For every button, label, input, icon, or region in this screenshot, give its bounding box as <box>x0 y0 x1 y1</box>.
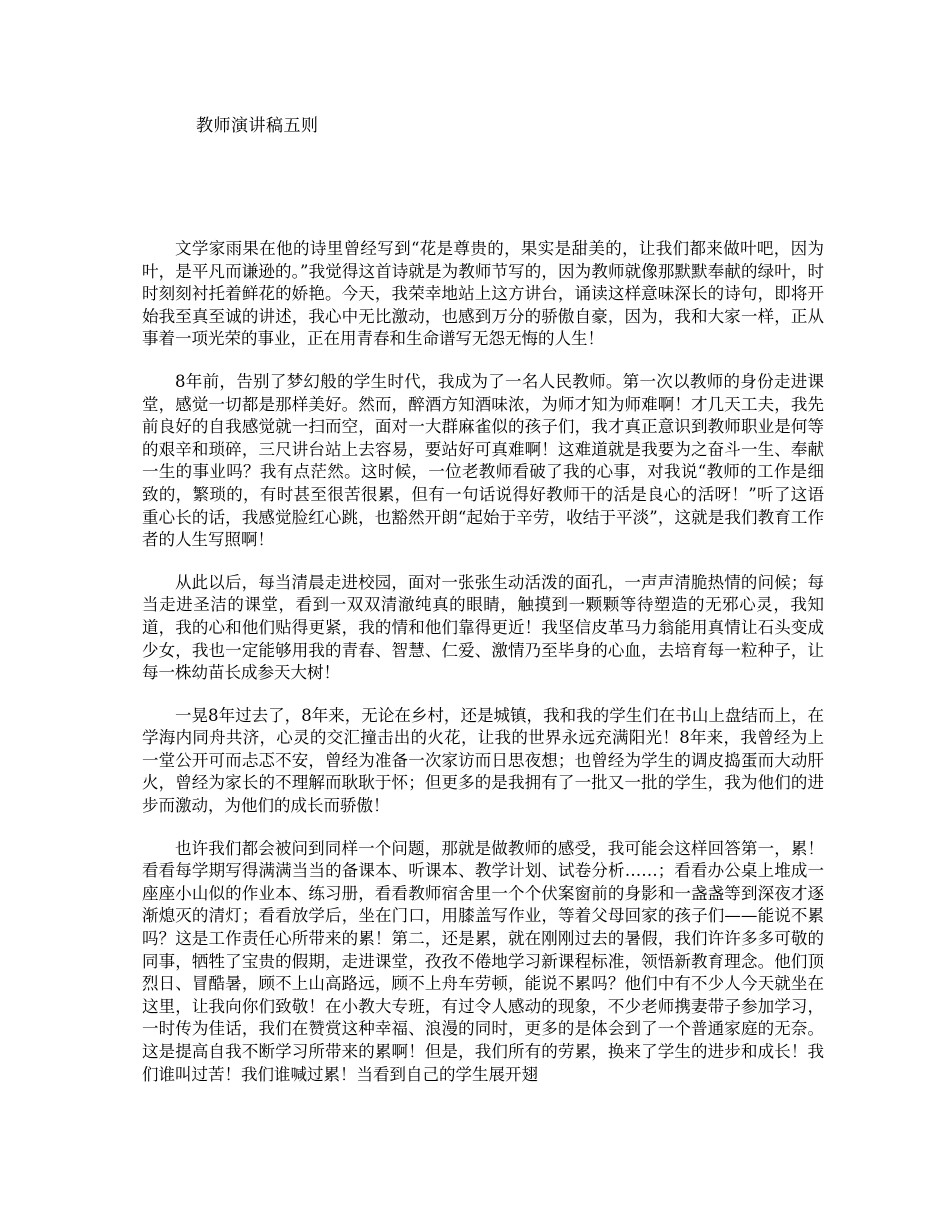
paragraph: 一晃8年过去了，8年来，无论在乡村，还是城镇，我和我的学生们在书山上盘结而上，在学海内同舟共济，心灵的交汇撞击出的火花，让我的世界永远充满阳光！8年来，我曾经为上一堂公开可而忐忑不安，曾经为准备一次家访而日思夜想；也曾经为学生的调皮捣蛋而大动肝火，曾经为家长的不理解而耿耿于怀；但更多的是我拥有了一批又一批的学生，我为他们的进步而激动，为他们的成长而骄傲！ <box>142 705 824 816</box>
paragraph: 8年前，告别了梦幻般的学生时代，我成为了一名人民教师。第一次以教师的身份走进课堂，感觉一切都是那样美好。然而，醉酒方知酒味浓，为师才知为师难啊！才几天工夫，我先前良好的自我感觉就一扫而空，面对一大群麻雀似的孩子们，我才真正意识到教师职业是何等的艰辛和琐碎，三尺讲台站上去容易，要站好可真难啊！这难道就是我要为之奋斗一生、奉献一生的事业吗？我有点茫然。这时候，一位老教师看破了我的心事，对我说“教师的工作是细致的，繁琐的，有时甚至很苦很累，但有一句话说得好教师干的活是良心的活呀！”听了这语重心长的话，我感觉脸红心跳，也豁然开朗“起始于辛劳，收结于平淡”，这就是我们教育工作者的人生写照啊！ <box>142 371 824 550</box>
paragraph: 也许我们都会被问到同样一个问题，那就是做教师的感受，我可能会这样回答第一，累！看看每学期写得满满当当的备课本、听课本、教学计划、试卷分析……；看看办公桌上堆成一座座小山似的作业本、练习册，看看教师宿舍里一个个伏案窗前的身影和一盏盏等到深夜才逐渐熄灭的清灯；看看放学后，坐在门口，用膝盖写作业，等着父母回家的孩子们——能说不累吗？这是工作责任心所带来的累！第二，还是累，就在刚刚过去的暑假，我们许许多多可敬的同事，牺牲了宝贵的假期，走进课堂，孜孜不倦地学习新课程标准，领悟新教育理念。他们顶烈日、冒酷暑，顾不上山高路远，顾不上舟车劳顿，能说不累吗？他们中有不少人今天就坐在这里，让我向你们致敬！在小教大专班，有过令人感动的现象，不少老师携妻带子参加学习，一时传为佳话，我们在赞赏这种幸福、浪漫的同时，更多的是体会到了一个普通家庭的无奈。这是提高自我不断学习所带来的累啊！但是，我们所有的劳累，换来了学生的进步和成长！我们谁叫过苦！我们谁喊过累！当看到自己的学生展开翅 <box>142 838 824 1084</box>
document-body <box>142 238 824 1106</box>
paragraph: 文学家雨果在他的诗里曾经写到“花是尊贵的，果实是甜美的，让我们都来做叶吧，因为叶，是平凡而谦逊的。”我觉得这首诗就是为教师节写的，因为教师就像那默默奉献的绿叶，时时刻刻衬托着鲜花的娇艳。今天，我荣幸地站上这方讲台，诵读这样意味深长的诗句，即将开始我至真至诚的讲述，我心中无比激动，也感到万分的骄傲自豪，因为，我和大家一样，正从事着一项光荣的事业，正在用青春和生命谱写无怨无悔的人生！ <box>142 239 824 349</box>
document-title: 教师演讲稿五则 <box>196 116 319 136</box>
paragraph: 从此以后，每当清晨走进校园，面对一张张生动活泼的面孔，一声声清脆热情的问候；每当走进圣洁的课堂，看到一双双清澈纯真的眼睛，触摸到一颗颗等待塑造的无邪心灵，我知道，我的心和他们贴得更紧，我的情和他们靠得更近！我坚信皮革马力翁能用真情让石头变成少女，我也一定能够用我的青春、智慧、仁爱、激情乃至毕身的心血，去培育每一粒种子，让每一株幼苗长成参天大树！ <box>142 572 824 683</box>
